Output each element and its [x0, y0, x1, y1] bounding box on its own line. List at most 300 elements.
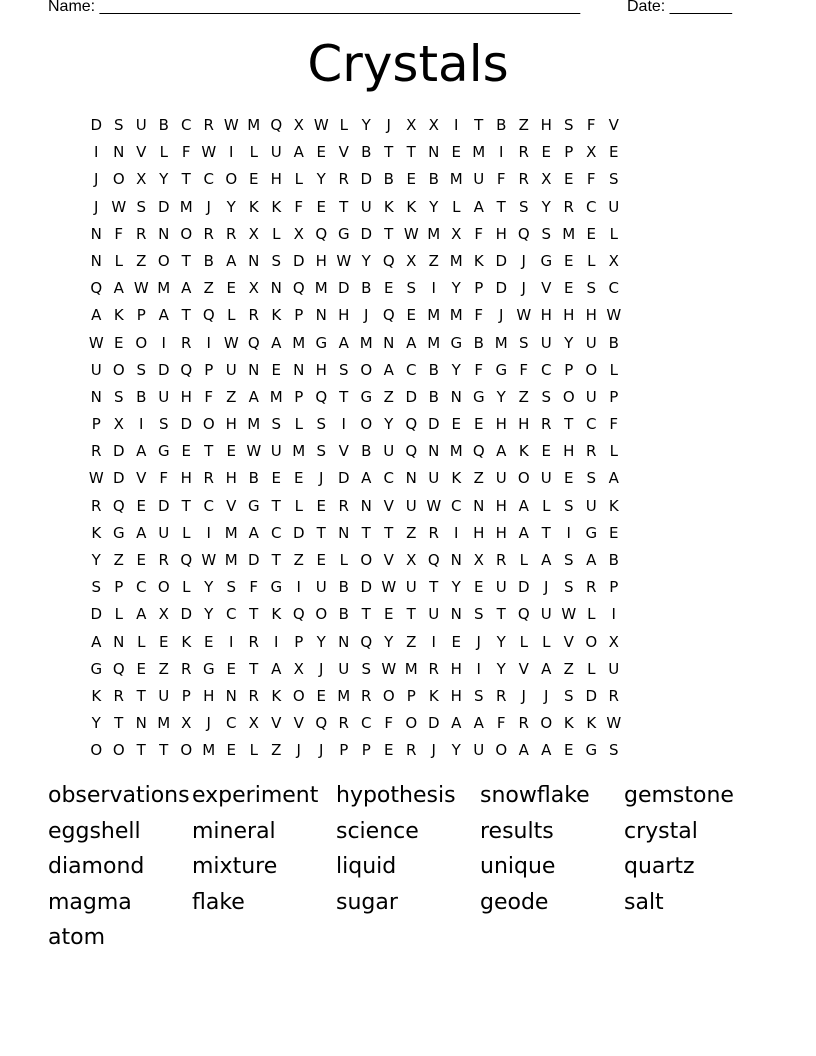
grid-letter: R: [248, 686, 259, 705]
word-bank-item: sugar: [336, 889, 398, 915]
grid-letter: C: [226, 714, 237, 733]
grid-letter: M: [247, 415, 261, 434]
grid-letter: R: [361, 686, 372, 705]
grid-letter: E: [406, 170, 416, 189]
grid-letter: V: [518, 659, 529, 678]
grid-letter: S: [406, 279, 417, 298]
grid-letter: J: [319, 741, 324, 760]
grid-letter: D: [360, 578, 373, 597]
grid-letter: X: [248, 224, 259, 243]
grid-letter: E: [226, 741, 236, 760]
grid-letter: L: [587, 659, 596, 678]
grid-letter: M: [427, 306, 441, 325]
grid-row: [85, 302, 625, 329]
grid-letter: A: [136, 442, 147, 461]
grid-letter: Q: [202, 306, 215, 325]
grid-letter: L: [542, 496, 551, 515]
grid-letter: Y: [451, 741, 461, 760]
grid-letter: Y: [451, 279, 461, 298]
grid-letter: P: [609, 578, 619, 597]
grid-letter: Q: [292, 605, 305, 624]
grid-letter: E: [226, 442, 236, 461]
grid-letter: A: [293, 143, 304, 162]
grid-letter: P: [136, 306, 146, 325]
grid-letter: C: [361, 714, 372, 733]
grid-letter: D: [427, 415, 440, 434]
grid-letter: Q: [405, 442, 418, 461]
grid-letter: Q: [292, 279, 305, 298]
grid-letter: A: [91, 632, 102, 651]
grid-letter: E: [316, 197, 326, 216]
grid-letter: B: [361, 143, 372, 162]
grid-letter: X: [293, 116, 304, 134]
grid-letter: R: [248, 632, 259, 651]
grid-letter: H: [518, 415, 530, 434]
grid-letter: L: [519, 632, 528, 651]
grid-letter: A: [136, 523, 147, 542]
grid-letter: G: [540, 251, 553, 270]
grid-letter: U: [540, 333, 552, 352]
grid-letter: X: [181, 714, 192, 733]
grid-letter: Q: [90, 279, 103, 298]
grid-letter: P: [114, 578, 124, 597]
grid-letter: G: [472, 387, 485, 406]
grid-letter: O: [382, 686, 395, 705]
grid-letter: K: [473, 251, 484, 270]
grid-letter: A: [226, 251, 237, 270]
grid-letter: O: [405, 714, 418, 733]
grid-letter: E: [226, 279, 236, 298]
grid-row: [85, 601, 625, 628]
grid-letter: Q: [382, 306, 395, 325]
grid-letter: S: [316, 442, 327, 461]
grid-letter: A: [158, 306, 169, 325]
grid-letter: M: [404, 659, 418, 678]
grid-letter: L: [114, 251, 123, 270]
grid-letter: K: [271, 197, 282, 216]
grid-letter: S: [518, 197, 529, 216]
grid-letter: S: [136, 360, 147, 379]
grid-letter: Q: [180, 551, 193, 569]
grid-letter: M: [247, 116, 261, 134]
grid-letter: W: [246, 442, 262, 461]
grid-letter: K: [518, 442, 529, 461]
grid-letter: E: [294, 469, 304, 488]
grid-letter: R: [91, 496, 102, 515]
grid-letter: X: [248, 714, 259, 733]
grid-letter: J: [206, 197, 211, 216]
grid-letter: L: [294, 496, 303, 515]
grid-letter: N: [90, 224, 102, 243]
grid-letter: M: [292, 333, 306, 352]
grid-letter: E: [564, 741, 574, 760]
grid-letter: X: [451, 224, 462, 243]
grid-letter: X: [428, 116, 439, 134]
grid-letter: I: [431, 279, 436, 298]
grid-letter: N: [293, 360, 305, 379]
grid-letter: E: [564, 251, 574, 270]
grid-letter: G: [495, 360, 508, 379]
grid-row: [85, 629, 625, 656]
grid-letter: L: [137, 632, 146, 651]
grid-letter: U: [270, 143, 282, 162]
grid-letter: P: [294, 306, 304, 325]
word-bank-item: hypothesis: [336, 783, 456, 808]
grid-letter: P: [339, 741, 349, 760]
grid-letter: N: [248, 360, 260, 379]
grid-letter: W: [516, 306, 532, 325]
grid-letter: W: [606, 306, 622, 325]
grid-letter: J: [476, 632, 481, 651]
grid-letter: U: [315, 578, 327, 597]
grid-letter: M: [292, 442, 306, 461]
grid-row: [85, 737, 625, 764]
grid-letter: W: [381, 578, 397, 597]
grid-letter: N: [270, 279, 282, 298]
grid-letter: V: [383, 496, 394, 515]
grid-letter: J: [319, 659, 324, 678]
grid-letter: Q: [427, 551, 440, 569]
grid-letter: U: [360, 197, 372, 216]
grid-letter: U: [540, 605, 552, 624]
grid-letter: N: [90, 251, 102, 270]
grid-letter: S: [113, 387, 124, 406]
grid-letter: W: [403, 224, 419, 243]
grid-letter: V: [338, 143, 349, 162]
grid-letter: H: [270, 170, 282, 189]
grid-letter: I: [206, 333, 211, 352]
grid-letter: M: [202, 741, 216, 760]
grid-letter: B: [383, 170, 394, 189]
grid-letter: O: [90, 741, 103, 760]
grid-letter: K: [91, 686, 102, 705]
grid-letter: R: [113, 686, 124, 705]
grid-letter: Q: [315, 224, 328, 243]
grid-letter: F: [474, 224, 484, 243]
grid-letter: Y: [226, 197, 236, 216]
grid-letter: P: [294, 632, 304, 651]
grid-row: [85, 411, 625, 438]
grid-letter: R: [338, 170, 349, 189]
grid-letter: U: [428, 469, 440, 488]
grid-letter: Y: [384, 632, 394, 651]
grid-row: [85, 574, 625, 601]
word-bank-item: experiment: [192, 783, 319, 808]
grid-letter: V: [338, 442, 349, 461]
grid-letter: P: [406, 686, 416, 705]
grid-letter: F: [249, 578, 259, 597]
grid-letter: G: [360, 387, 373, 406]
grid-letter: Y: [384, 415, 394, 434]
grid-letter: C: [203, 496, 214, 515]
grid-letter: Z: [136, 251, 147, 270]
grid-letter: G: [247, 496, 260, 515]
grid-letter: K: [383, 197, 394, 216]
grid-letter: A: [91, 306, 102, 325]
grid-letter: R: [518, 170, 529, 189]
grid-letter: Z: [406, 632, 417, 651]
word-bank-item: observations: [48, 783, 190, 808]
grid-letter: K: [113, 306, 124, 325]
grid-letter: D: [337, 279, 350, 298]
grid-letter: B: [496, 116, 507, 134]
grid-letter: D: [157, 496, 170, 515]
grid-letter: D: [427, 714, 440, 733]
grid-letter: M: [157, 279, 171, 298]
grid-letter: U: [405, 578, 417, 597]
grid-letter: E: [586, 224, 596, 243]
grid-row: [85, 139, 625, 166]
grid-letter: L: [227, 306, 236, 325]
grid-letter: Y: [204, 578, 214, 597]
grid-letter: Z: [518, 387, 529, 406]
grid-letter: L: [294, 415, 303, 434]
grid-letter: S: [541, 387, 552, 406]
grid-letter: F: [204, 387, 214, 406]
name-field-label: Name: ______________________________________________________: [48, 0, 581, 15]
word-bank-item: magma: [48, 889, 132, 915]
grid-letter: E: [181, 442, 191, 461]
grid-letter: B: [248, 469, 259, 488]
grid-letter: W: [133, 279, 149, 298]
grid-letter: F: [586, 116, 596, 134]
grid-letter: R: [496, 551, 507, 569]
grid-letter: K: [271, 686, 282, 705]
grid-letter: I: [229, 632, 234, 651]
grid-letter: A: [271, 659, 282, 678]
grid-letter: M: [157, 714, 171, 733]
grid-letter: T: [271, 551, 281, 569]
grid-letter: O: [202, 415, 215, 434]
grid-row: [85, 330, 625, 357]
grid-letter: U: [585, 333, 597, 352]
grid-letter: R: [136, 224, 147, 243]
grid-letter: U: [225, 360, 237, 379]
grid-letter: T: [384, 143, 394, 162]
grid-letter: U: [608, 659, 620, 678]
grid-letter: T: [159, 741, 169, 760]
grid-row: [85, 465, 625, 492]
grid-letter: O: [180, 224, 193, 243]
grid-letter: B: [158, 116, 169, 134]
grid-letter: G: [202, 659, 215, 678]
grid-letter: E: [384, 279, 394, 298]
grid-letter: P: [361, 741, 371, 760]
grid-row: [85, 166, 625, 193]
grid-letter: K: [451, 469, 462, 488]
grid-row: [85, 357, 625, 384]
grid-row: [85, 221, 625, 248]
grid-letter: J: [499, 306, 504, 325]
grid-letter: Y: [316, 170, 326, 189]
grid-letter: H: [585, 306, 597, 325]
grid-letter: S: [361, 659, 372, 678]
word-bank: [48, 778, 768, 956]
grid-letter: S: [473, 686, 484, 705]
grid-letter: A: [473, 714, 484, 733]
grid-row: [85, 384, 625, 411]
grid-letter: B: [203, 251, 214, 270]
grid-letter: R: [338, 496, 349, 515]
grid-letter: B: [428, 387, 439, 406]
grid-letter: E: [384, 741, 394, 760]
grid-letter: O: [135, 333, 148, 352]
grid-letter: S: [271, 415, 282, 434]
grid-letter: L: [587, 251, 596, 270]
grid-letter: E: [609, 523, 619, 542]
grid-letter: Q: [112, 496, 125, 515]
grid-letter: S: [608, 741, 619, 760]
grid-letter: K: [406, 197, 417, 216]
grid-letter: A: [541, 659, 552, 678]
grid-row: [85, 656, 625, 683]
grid-letter: I: [206, 523, 211, 542]
grid-letter: N: [473, 496, 485, 515]
grid-letter: D: [112, 442, 125, 461]
grid-letter: J: [319, 469, 324, 488]
grid-letter: V: [136, 469, 147, 488]
grid-letter: Q: [360, 632, 373, 651]
grid-letter: U: [158, 686, 170, 705]
grid-row: [85, 275, 625, 302]
grid-letter: Z: [563, 659, 574, 678]
grid-letter: A: [406, 333, 417, 352]
grid-letter: A: [541, 741, 552, 760]
grid-letter: Z: [473, 469, 484, 488]
grid-letter: H: [315, 251, 327, 270]
grid-row: [85, 520, 625, 547]
word-bank-item: liquid: [336, 854, 397, 879]
grid-letter: M: [449, 306, 463, 325]
grid-letter: M: [449, 442, 463, 461]
grid-letter: Z: [226, 387, 237, 406]
grid-letter: P: [91, 415, 101, 434]
word-bank-item: salt: [624, 889, 664, 915]
grid-letter: H: [315, 360, 327, 379]
grid-letter: T: [406, 605, 416, 624]
grid-letter: E: [271, 360, 281, 379]
grid-letter: N: [428, 143, 440, 162]
grid-letter: Z: [158, 659, 169, 678]
grid-letter: N: [360, 496, 372, 515]
grid-letter: S: [541, 224, 552, 243]
grid-letter: R: [428, 659, 439, 678]
grid-letter: P: [564, 143, 574, 162]
grid-letter: A: [608, 469, 619, 488]
grid-letter: R: [586, 578, 597, 597]
grid-letter: I: [611, 605, 616, 624]
grid-letter: I: [341, 415, 346, 434]
grid-letter: X: [406, 551, 417, 569]
grid-letter: M: [562, 224, 576, 243]
worksheet-header: [48, 0, 748, 20]
grid-letter: I: [566, 523, 571, 542]
grid-letter: A: [383, 360, 394, 379]
grid-letter: E: [249, 170, 259, 189]
grid-letter: V: [226, 496, 237, 515]
word-bank-item: science: [336, 818, 419, 844]
grid-letter: X: [586, 143, 597, 162]
grid-letter: E: [564, 279, 574, 298]
grid-letter: T: [136, 741, 146, 760]
grid-letter: S: [271, 251, 282, 270]
grid-row: [85, 493, 625, 520]
grid-letter: E: [316, 143, 326, 162]
grid-letter: J: [296, 741, 301, 760]
grid-letter: F: [609, 415, 619, 434]
grid-letter: U: [428, 605, 440, 624]
grid-letter: Z: [271, 741, 282, 760]
grid-letter: N: [113, 632, 125, 651]
grid-letter: I: [454, 523, 459, 542]
grid-letter: E: [474, 415, 484, 434]
grid-letter: M: [224, 551, 238, 569]
grid-letter: I: [431, 632, 436, 651]
grid-letter: C: [608, 279, 619, 298]
grid-letter: G: [450, 333, 463, 352]
grid-letter: Z: [293, 551, 304, 569]
grid-letter: O: [517, 469, 530, 488]
grid-letter: O: [540, 714, 553, 733]
grid-row: [85, 547, 625, 574]
grid-letter: Y: [316, 632, 326, 651]
grid-letter: D: [337, 469, 350, 488]
grid-letter: W: [606, 714, 622, 733]
grid-letter: E: [136, 551, 146, 569]
grid-letter: L: [587, 605, 596, 624]
grid-letter: F: [474, 306, 484, 325]
grid-letter: E: [564, 170, 574, 189]
grid-letter: B: [428, 360, 439, 379]
grid-letter: U: [383, 442, 395, 461]
grid-letter: H: [203, 686, 215, 705]
grid-letter: A: [338, 333, 349, 352]
grid-letter: I: [161, 333, 166, 352]
grid-letter: U: [270, 442, 282, 461]
letter-grid: [85, 112, 625, 765]
grid-letter: B: [136, 387, 147, 406]
grid-letter: S: [158, 415, 169, 434]
grid-letter: O: [315, 605, 328, 624]
grid-letter: A: [518, 523, 529, 542]
grid-letter: E: [159, 632, 169, 651]
grid-letter: N: [225, 686, 237, 705]
grid-letter: E: [609, 143, 619, 162]
grid-letter: R: [338, 714, 349, 733]
grid-letter: Z: [428, 251, 439, 270]
word-bank-item: geode: [480, 889, 549, 915]
grid-row: [85, 683, 625, 710]
grid-letter: U: [90, 360, 102, 379]
grid-letter: U: [608, 197, 620, 216]
grid-letter: S: [91, 578, 102, 597]
grid-letter: S: [563, 578, 574, 597]
grid-letter: N: [248, 251, 260, 270]
grid-letter: W: [88, 333, 104, 352]
grid-letter: G: [157, 442, 170, 461]
grid-letter: U: [135, 116, 147, 134]
grid-letter: J: [386, 116, 391, 134]
grid-letter: Y: [91, 714, 101, 733]
grid-letter: C: [451, 496, 462, 515]
grid-letter: O: [157, 578, 170, 597]
grid-letter: R: [496, 686, 507, 705]
grid-letter: W: [223, 116, 239, 134]
grid-letter: E: [406, 306, 416, 325]
grid-letter: Z: [113, 551, 124, 569]
grid-letter: B: [608, 333, 619, 352]
grid-letter: U: [473, 170, 485, 189]
